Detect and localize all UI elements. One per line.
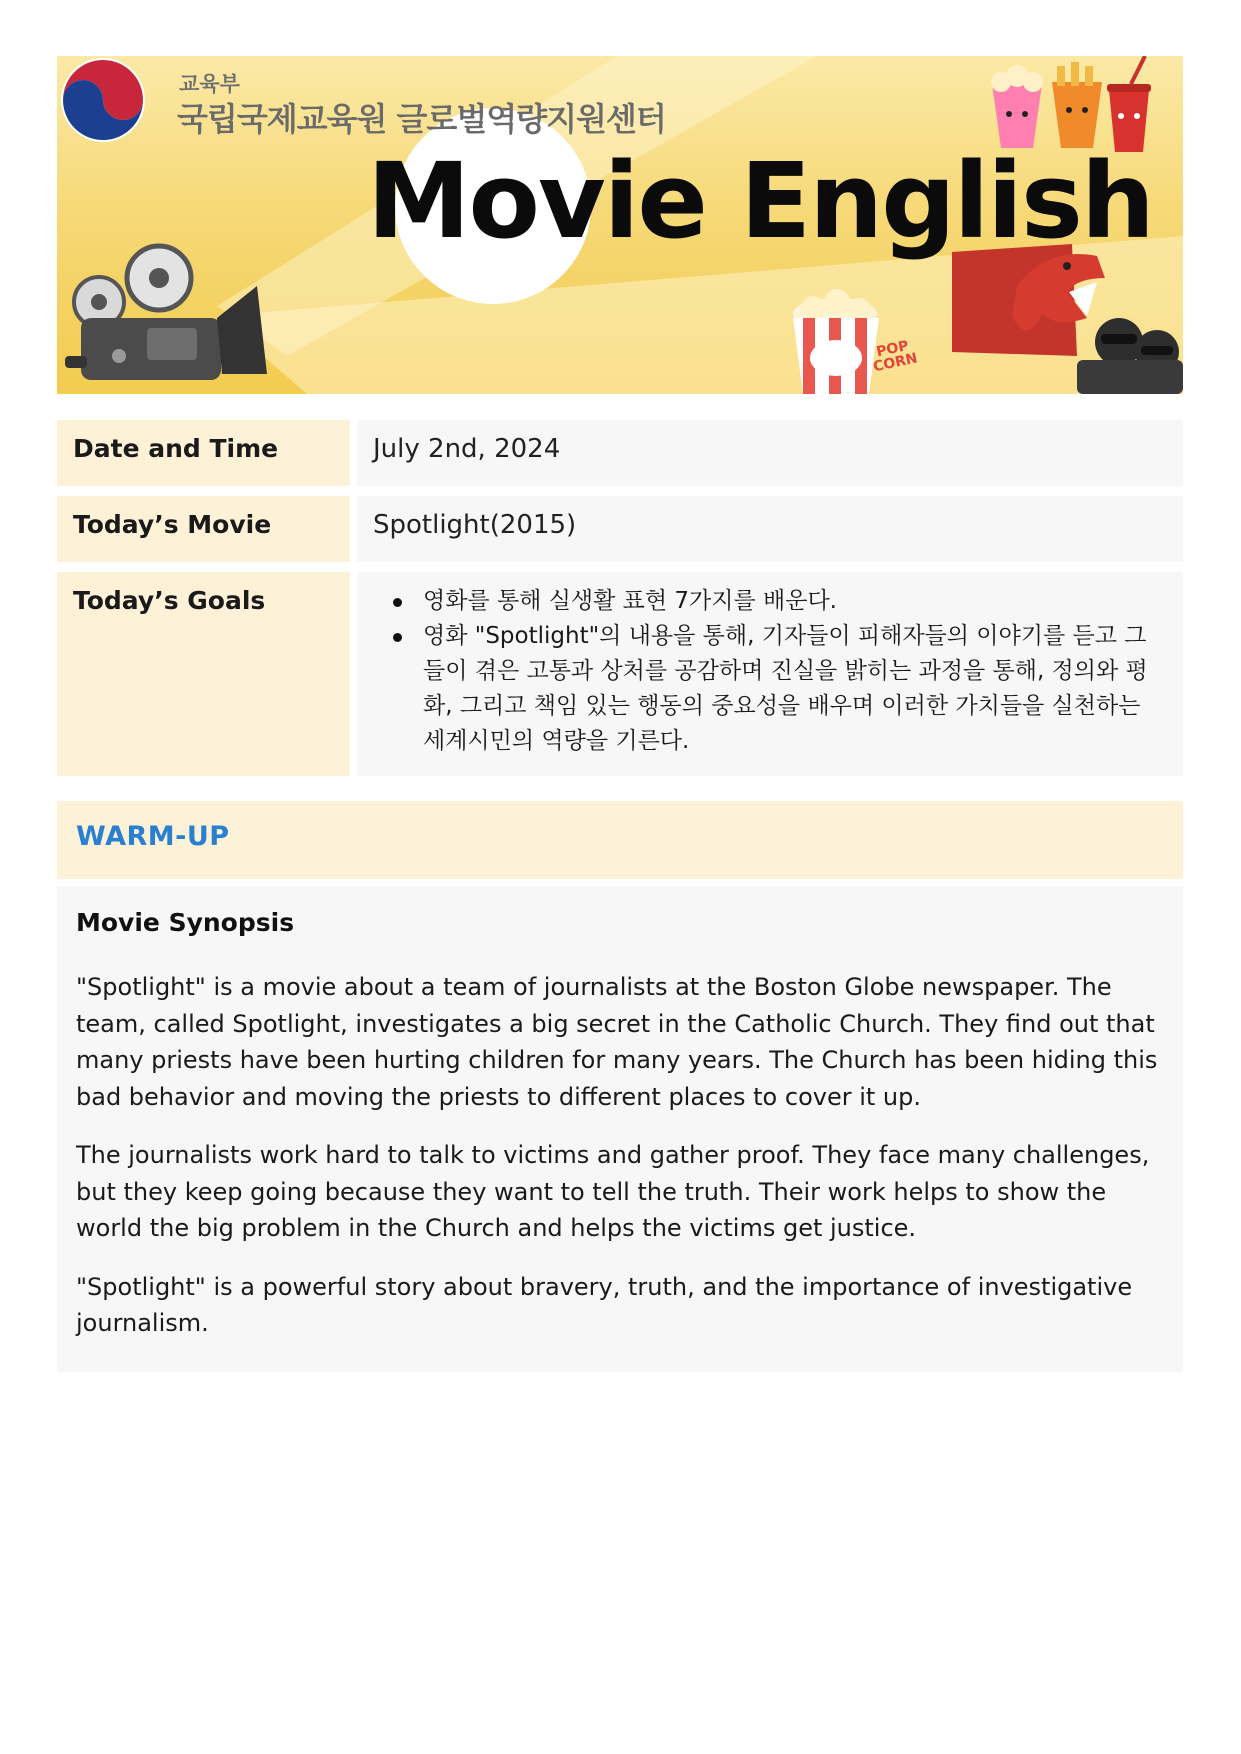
snack-characters-icon: [991, 56, 1151, 152]
warmup-heading: WARM-UP: [57, 801, 1183, 879]
goals-row: [57, 572, 1183, 776]
synopsis-paragraph: "Spotlight" is a powerful story about bravery, truth, and the importance of investigative journalism.: [76, 1272, 1133, 1337]
goals-list: [373, 584, 1165, 759]
film-projector-icon: [65, 246, 267, 380]
popcorn-label: POP CORN: [871, 337, 919, 376]
organization-name: 국립국제교육원 글로벌역량지원센터: [177, 100, 666, 138]
date-value: July 2nd, 2024: [357, 420, 1183, 486]
header-banner: [57, 56, 1183, 394]
goals-value: [357, 572, 1183, 776]
goal-item: 영화를 통해 실생활 표현 7가지를 배운다.: [423, 584, 1165, 619]
government-logo-icon: [61, 58, 145, 142]
popcorn-bucket-icon: [793, 289, 879, 394]
goal-item: 영화 "Spotlight"의 내용을 통해, 기자들이 피해자들의 이야기를 듣고 그들이 겪은 고통과 상처를 공감하며 진실을 밝히는 과정을 통해, 정의와 평화, 그리고 책임 있는 행동의 중요성을 배우며 이러한 가치들을 실천하는 세계시민의 역량을 기른다.: [423, 619, 1165, 759]
synopsis-paragraph: The journalists work hard to talk to victims and gather proof. They face many challenges, but they keep going because they want to tell the truth. Their work helps to show the world the big problem in the Church and helps the victims get justice.: [76, 1141, 1150, 1242]
synopsis-paragraph: "Spotlight" is a movie about a team of journalists at the Boston Globe newspaper. The team, called Spotlight, investigates a big secret in the Catholic Church. They find out that many priests have been hurting children for many years. The Church has been hiding this bad behavior and moving the priests to different places to cover it up.: [76, 973, 1158, 1111]
ministry-name: 교육부: [179, 72, 240, 96]
goals-label: Today’s Goals: [57, 572, 350, 776]
movie-value: Spotlight(2015): [357, 496, 1183, 562]
date-label: Date and Time: [57, 420, 350, 486]
date-row: [57, 420, 1183, 486]
page-title: Movie English: [367, 140, 1153, 262]
movie-row: [57, 496, 1183, 562]
movie-label: Today’s Movie: [57, 496, 350, 562]
synopsis-section: [57, 886, 1183, 1372]
synopsis-title: Movie Synopsis: [76, 908, 295, 937]
